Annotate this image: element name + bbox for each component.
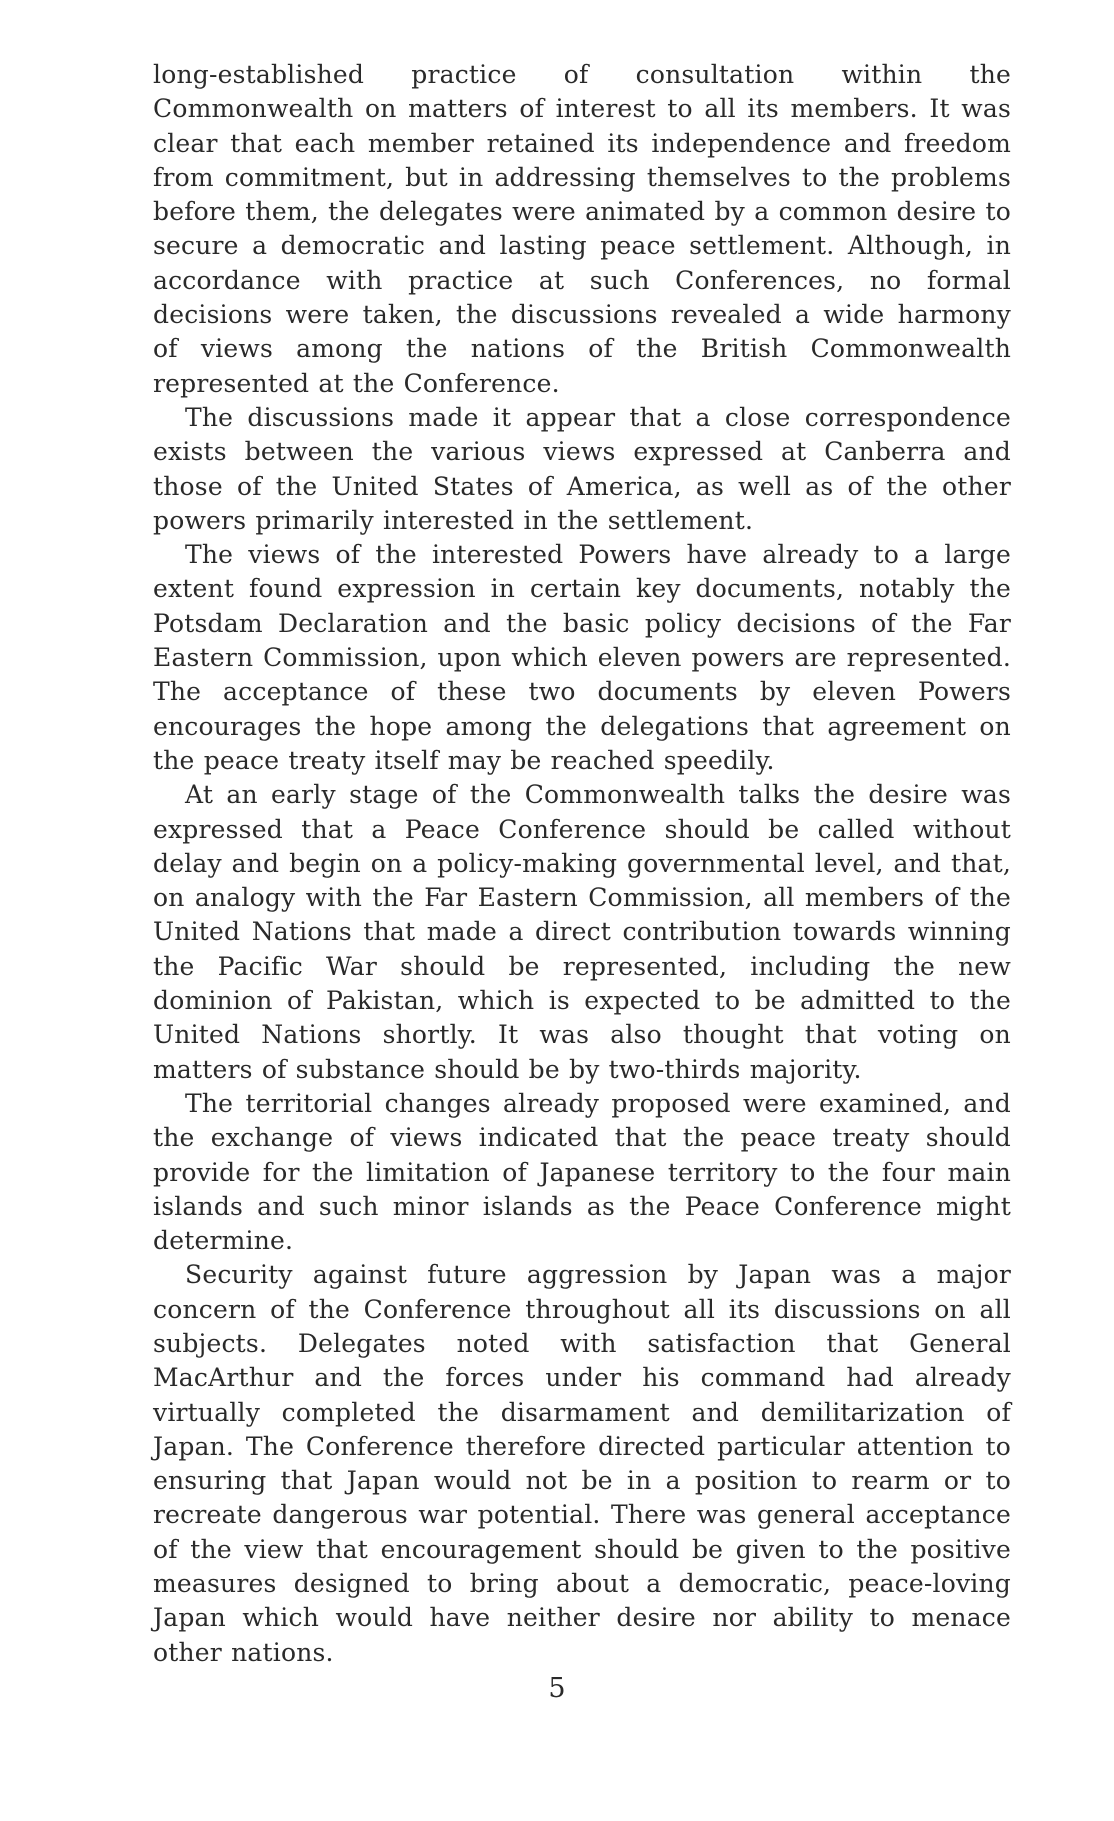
paragraph-peace-conference: At an early stage of the Commonwealth talks the desire was expressed that a Peace Conference should be called without delay and begin on a policy-making governmental level, and that, on analogy with the Far Eastern Commission, all members of the United Nations that made a direct contribution towards winning the Pacific War should be represented, including the new dominion of Pakistan, which is expected to be admitted to the United Nations shortly. It was also thought that voting on matters of substance should be by two-thirds majority. [153,780,1011,1084]
paragraph-security: Security against future aggression by Japan was a major concern of the Conference throughout all its discussions on all subjects. Delegates noted with satisfaction that General MacArthur and the forces under his command had already virtually completed the disarmament and demilitarization of Japan. The Conference therefore directed particular attention to ensuring that Japan would not be in a position to rearm or to recreate dangerous war potential. There was general acceptance of the view that encouragement should be given to the positive measures designed to bring about a democratic, peace-loving Japan which would have neither desire nor ability to menace other nations. [153,1260,1011,1667]
page-body [153,58,1011,1670]
paragraph-key-documents: The views of the interested Powers have already to a large extent found expression in certain key documents, notably the Potsdam Declaration and the basic policy decisions of the Far Eastern Commission, upon which eleven powers are represented. The acceptance of these two documents by eleven Powers encourages the hope among the delegations that agreement on the peace treaty itself may be reached speedily. [153,540,1011,775]
paragraph-correspondence: The discussions made it appear that a close correspondence exists between the various views expressed at Canberra and those of the United States of America, as well as of the other powers primarily interested in the settlement. [153,402,1011,535]
page-number: 5 [548,1673,566,1704]
paragraph-territorial-changes: The territorial changes already proposed were examined, and the exchange of views indicated that the peace treaty should provide for the limitation of Japanese territory to the four main islands and such minor islands as the Peace Conference might determine. [153,1088,1011,1256]
paragraph-continuation: long-established practice of consultation within the Commonwealth on matters of interest to all its members. It was clear that each member retained its independence and freedom from commitment, but in addressing themselves to the problems before them, the delegates were animated by a common desire to secure a democratic and lasting peace settlement. Although, in accordance with practice at such Conferences, no formal decisions were taken, the discussions revealed a wide harmony of views among the nations of the British Commonwealth represented at the Conference. [153,60,1011,398]
